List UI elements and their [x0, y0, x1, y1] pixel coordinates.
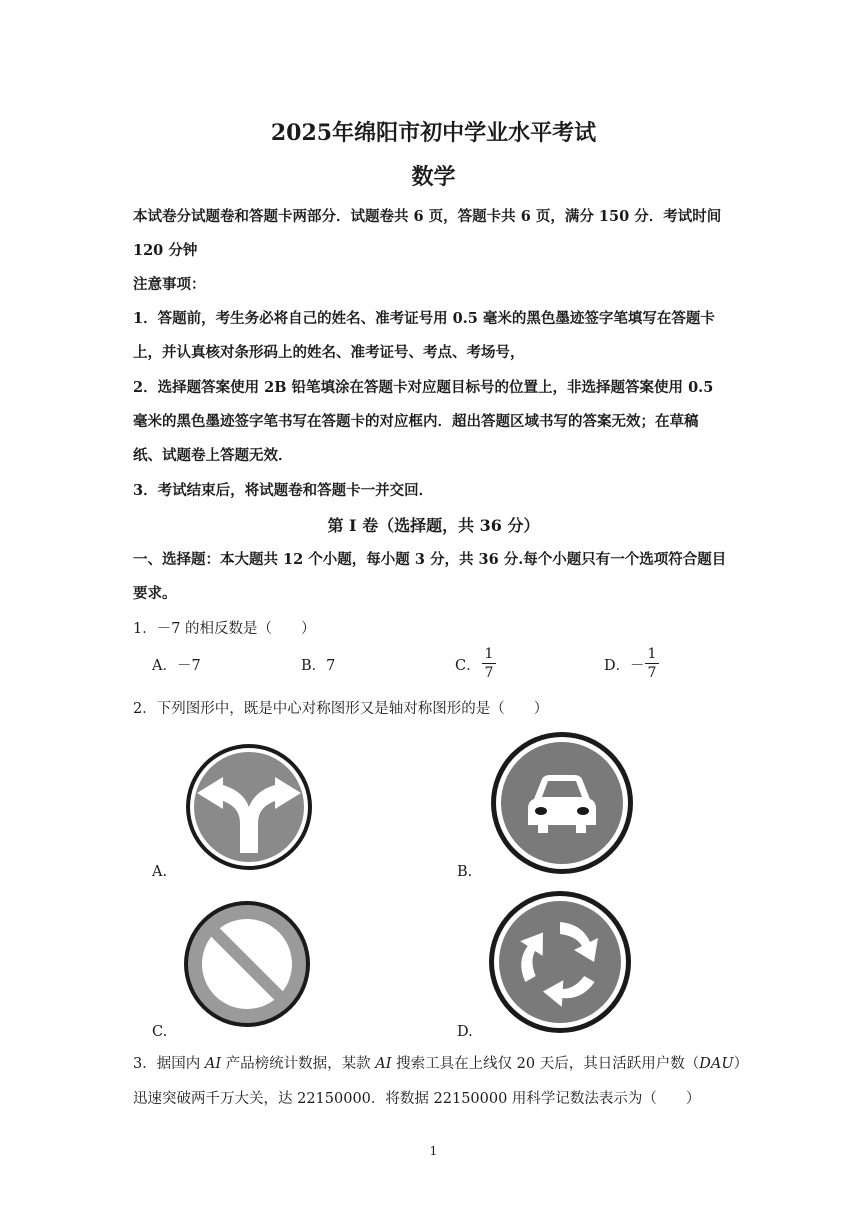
q1-option-d-fraction [645, 646, 659, 681]
q1-option-b: B．7 [301, 658, 336, 674]
section-instruction-a: 一、选择题：本大题共 12 个小题，每小题 3 分，共 36 分.每个小题只有一个选项符合题目 [133, 551, 727, 568]
q2-label-b: B. [457, 864, 473, 880]
section-title: 第 I 卷（选择题，共 36 分） [327, 516, 540, 535]
fraction-numerator: 1 [647, 646, 657, 662]
q3-text-d: ） [733, 1056, 749, 1072]
q3-text-a: 3．据国内 [133, 1056, 205, 1072]
q3-text-b: 产品榜统计数据，某款 [221, 1056, 376, 1072]
q1-option-c-label: C． [455, 658, 481, 674]
fraction-denominator: 7 [484, 665, 494, 681]
note-1a: 1．答题前，考生务必将自己的姓名、准考证号用 0.5 毫米的黑色墨迹签字笔填写在答题卡 [133, 310, 715, 327]
q2-label-d: D. [457, 1024, 473, 1040]
q1-option-a: A．－7 [152, 658, 201, 674]
intro-line-2: 120 分钟 [133, 242, 198, 259]
q1-option-d-sign: － [630, 658, 645, 674]
q1-option-d-label: D． [604, 658, 631, 674]
note-3: 3．考试结束后，将试题卷和答题卡一并交回． [133, 482, 434, 499]
sign-c-prohibition-icon [181, 898, 313, 1030]
sign-b-car-icon [488, 729, 636, 877]
sign-d-roundabout-icon [486, 888, 634, 1036]
q1-stem: 1．－7 的相反数是（ ） [133, 621, 316, 637]
section-instruction-b: 要求。 [133, 585, 177, 602]
q3-ai-term: AI [204, 1056, 222, 1072]
notes-heading: 注意事项： [133, 276, 206, 293]
q3-line-2: 迅速突破两千万大关，达 22150000．将数据 22150000 用科学记数法表示为（ ） [133, 1091, 701, 1107]
q2-stem: 2．下列图形中，既是中心对称图形又是轴对称图形的是（ ） [133, 701, 549, 717]
note-1b: 上，并认真核对条形码上的姓名、准考证号、考点、考场号， [133, 344, 525, 361]
q3-ai-term: AI [375, 1056, 392, 1072]
q3-dau-term: DAU [699, 1056, 734, 1072]
fraction-numerator: 1 [484, 646, 494, 662]
fraction-bar [482, 663, 496, 664]
q1-option-c-fraction [482, 646, 496, 681]
q3-line-1 [133, 1052, 748, 1073]
page-number: 1 [429, 1144, 438, 1158]
fraction-denominator: 7 [647, 665, 657, 681]
fraction-bar [645, 663, 659, 664]
sign-a-split-arrow-icon [183, 741, 315, 873]
note-2a: 2．选择题答案使用 2B 铅笔填涂在答题卡对应题目标号的位置上，非选择题答案使用 0.5 [133, 379, 714, 396]
intro-line-1: 本试卷分试题卷和答题卡两部分．试题卷共 6 页，答题卡共 6 页，满分 150 分．考试时间 [133, 208, 722, 225]
q2-label-c: C. [152, 1024, 168, 1040]
exam-title: 2025年绵阳市初中学业水平考试 [270, 120, 597, 146]
note-2b: 毫米的黑色墨迹签字笔书写在答题卡的对应框内．超出答题区域书写的答案无效；在草稿 [133, 413, 699, 430]
note-2c: 纸、试题卷上答题无效． [133, 447, 293, 464]
subject-title: 数学 [411, 164, 456, 190]
q3-text-c: 搜索工具在上线仅 20 天后，其日活跃用户数（ [391, 1056, 700, 1072]
q2-label-a: A. [152, 864, 168, 880]
